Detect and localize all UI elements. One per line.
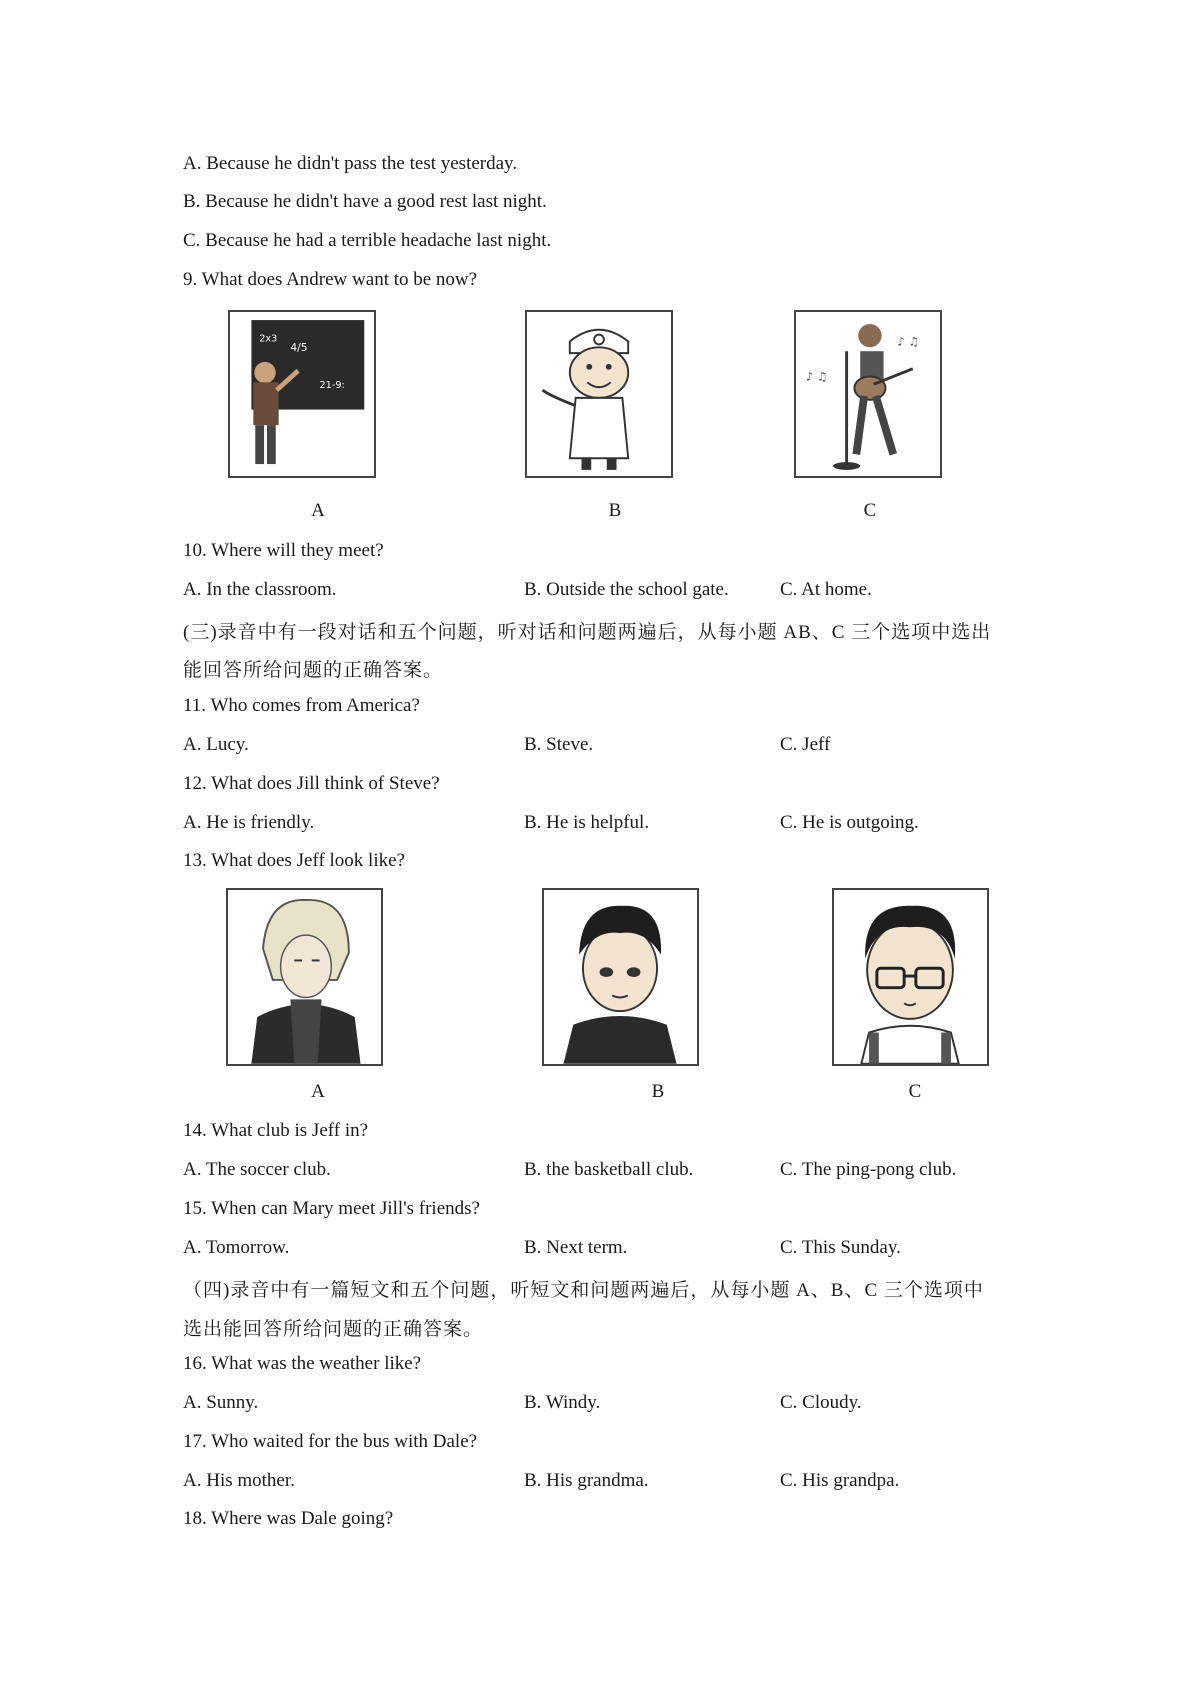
q14-option-b: B. the basketball club. bbox=[524, 1159, 694, 1180]
glasses-boy-icon bbox=[834, 890, 987, 1064]
q16-question: 16. What was the weather like? bbox=[183, 1353, 422, 1374]
q14-question: 14. What club is Jeff in? bbox=[183, 1120, 369, 1141]
q15-option-c: C. This Sunday. bbox=[780, 1237, 901, 1258]
doctor-icon bbox=[527, 312, 671, 476]
q11-option-b: B. Steve. bbox=[524, 734, 594, 755]
svg-text:♪ ♫: ♪ ♫ bbox=[897, 334, 919, 349]
svg-text:4/5: 4/5 bbox=[290, 341, 308, 355]
q9-label-a: A bbox=[311, 500, 325, 521]
teacher-icon bbox=[230, 312, 374, 476]
q15-question: 15. When can Mary meet Jill's friends? bbox=[183, 1198, 480, 1219]
q12-option-a: A. He is friendly. bbox=[183, 812, 315, 833]
q13-label-a: A bbox=[311, 1081, 325, 1102]
q16-option-b: B. Windy. bbox=[524, 1392, 601, 1413]
q10-question: 10. Where will they meet? bbox=[183, 540, 384, 561]
q18-question: 18. Where was Dale going? bbox=[183, 1508, 394, 1529]
q10-option-a: A. In the classroom. bbox=[183, 579, 337, 600]
q14-option-c: C. The ping-pong club. bbox=[780, 1159, 957, 1180]
q16-option-a: A. Sunny. bbox=[183, 1392, 259, 1413]
black-hair-boy-icon bbox=[544, 890, 697, 1064]
q11-option-a: A. Lucy. bbox=[183, 734, 249, 755]
q14-option-a: A. The soccer club. bbox=[183, 1159, 331, 1180]
q9-label-b: B bbox=[608, 500, 622, 521]
q10-option-c: C. At home. bbox=[780, 579, 872, 600]
q11-option-c: C. Jeff bbox=[780, 734, 831, 755]
q12-question: 12. What does Jill think of Steve? bbox=[183, 773, 440, 794]
q8-option-a: A. Because he didn't pass the test yesterday. bbox=[183, 153, 518, 174]
svg-text:♪ ♫: ♪ ♫ bbox=[805, 369, 828, 384]
q9-label-c: C bbox=[863, 500, 877, 521]
q17-option-a: A. His mother. bbox=[183, 1470, 295, 1491]
svg-text:21-9:: 21-9: bbox=[319, 380, 345, 392]
q15-option-b: B. Next term. bbox=[524, 1237, 628, 1258]
q8-option-c: C. Because he had a terrible headache last night. bbox=[183, 230, 552, 251]
q9-question: 9. What does Andrew want to be now? bbox=[183, 269, 478, 290]
teacher-picture bbox=[228, 310, 376, 478]
q12-option-b: B. He is helpful. bbox=[524, 812, 650, 833]
section4-instructions-line2: 选出能回答所给问题的正确答案。 bbox=[183, 1319, 484, 1340]
q10-option-b: B. Outside the school gate. bbox=[524, 579, 729, 600]
svg-text:2x3: 2x3 bbox=[259, 333, 278, 345]
section3-instructions-line1: (三)录音中有一段对话和五个问题，听对话和问题两遍后，从每小题 AB、C 三个选项中选出 bbox=[183, 622, 992, 643]
q17-option-c: C. His grandpa. bbox=[780, 1470, 900, 1491]
q17-option-b: B. His grandma. bbox=[524, 1470, 649, 1491]
q11-question: 11. Who comes from America? bbox=[183, 695, 420, 716]
glasses-boy-picture bbox=[832, 888, 989, 1066]
q12-option-c: C. He is outgoing. bbox=[780, 812, 919, 833]
q8-option-b: B. Because he didn't have a good rest last night. bbox=[183, 191, 547, 212]
singer-picture bbox=[794, 310, 942, 478]
q13-question: 13. What does Jeff look like? bbox=[183, 850, 405, 871]
q13-label-c: C bbox=[908, 1081, 922, 1102]
q13-label-b: B bbox=[651, 1081, 665, 1102]
q17-question: 17. Who waited for the bus with Dale? bbox=[183, 1431, 478, 1452]
q16-option-c: C. Cloudy. bbox=[780, 1392, 862, 1413]
blond-boy-picture bbox=[226, 888, 383, 1066]
section3-instructions-line2: 能回答所给问题的正确答案。 bbox=[183, 660, 444, 681]
singer-icon bbox=[796, 312, 940, 476]
q15-option-a: A. Tomorrow. bbox=[183, 1237, 290, 1258]
blond-boy-icon bbox=[228, 890, 381, 1064]
section4-instructions-line1: （四)录音中有一篇短文和五个问题，听短文和问题两遍后，从每小题 A、B、C 三个选项中 bbox=[183, 1280, 984, 1301]
doctor-picture bbox=[525, 310, 673, 478]
black-hair-boy-picture bbox=[542, 888, 699, 1066]
